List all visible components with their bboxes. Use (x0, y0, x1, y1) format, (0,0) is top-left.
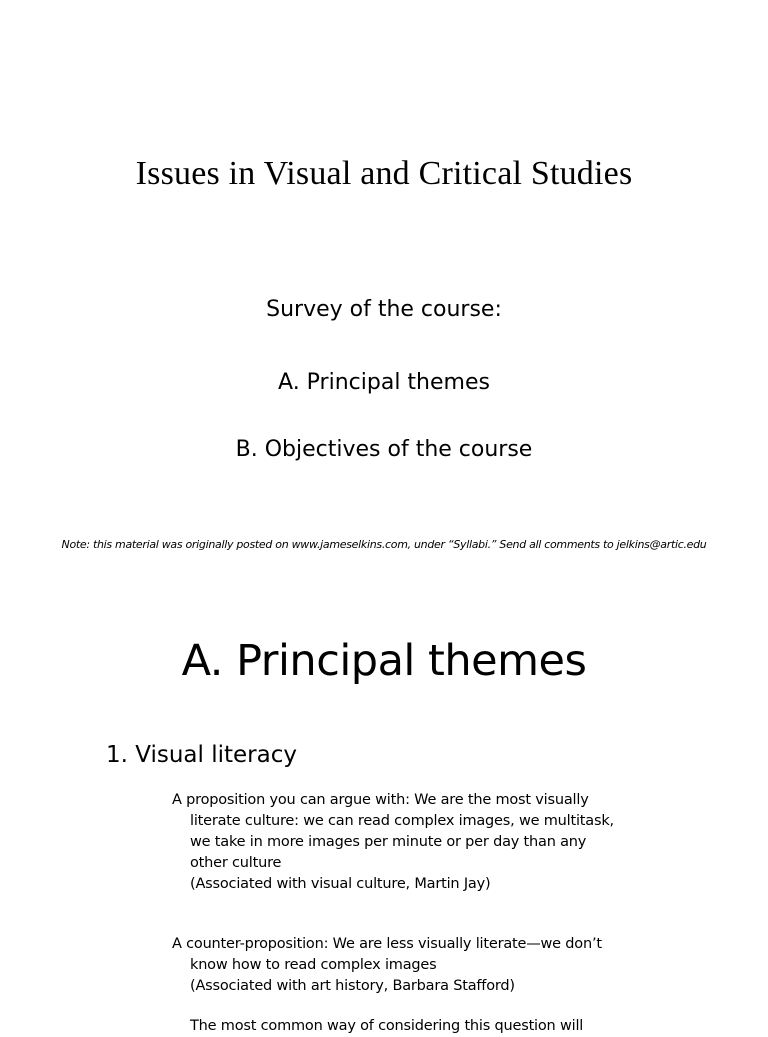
survey-heading: Survey of the course: (266, 297, 502, 322)
page-title: Issues in Visual and Critical Studies (135, 155, 633, 192)
survey-item-a: A. Principal themes (278, 370, 490, 395)
paragraph-proposition (172, 790, 642, 895)
paragraph-line: (Associated with art history, Barbara Stafford) (190, 978, 515, 994)
paragraph-line: know how to read complex images (190, 957, 437, 973)
posting-note: Note: this material was originally posted on www.jameselkins.com, under “Syllabi.” Send all comments to jelkins@artic.edu (61, 538, 707, 551)
paragraph-line: we take in more images per minute or per day than any (190, 834, 587, 850)
section-subheading: 1. Visual literacy (106, 742, 297, 768)
paragraph-line: A proposition you can argue with: We are the most visually (172, 792, 589, 808)
paragraph-counter-proposition (172, 934, 642, 997)
survey-item-b: B. Objectives of the course (235, 437, 533, 462)
paragraph-line: literate culture: we can read complex images, we multitask, (190, 813, 614, 829)
paragraph-line: The most common way of considering this question will (190, 1018, 584, 1034)
paragraph-line: (Associated with visual culture, Martin Jay) (190, 876, 491, 892)
section-heading: A. Principal themes (181, 636, 587, 686)
paragraph-line: other culture (190, 855, 282, 871)
paragraph-partial (172, 1016, 642, 1037)
paragraph-line: A counter-proposition: We are less visually literate—we don’t (172, 936, 602, 952)
